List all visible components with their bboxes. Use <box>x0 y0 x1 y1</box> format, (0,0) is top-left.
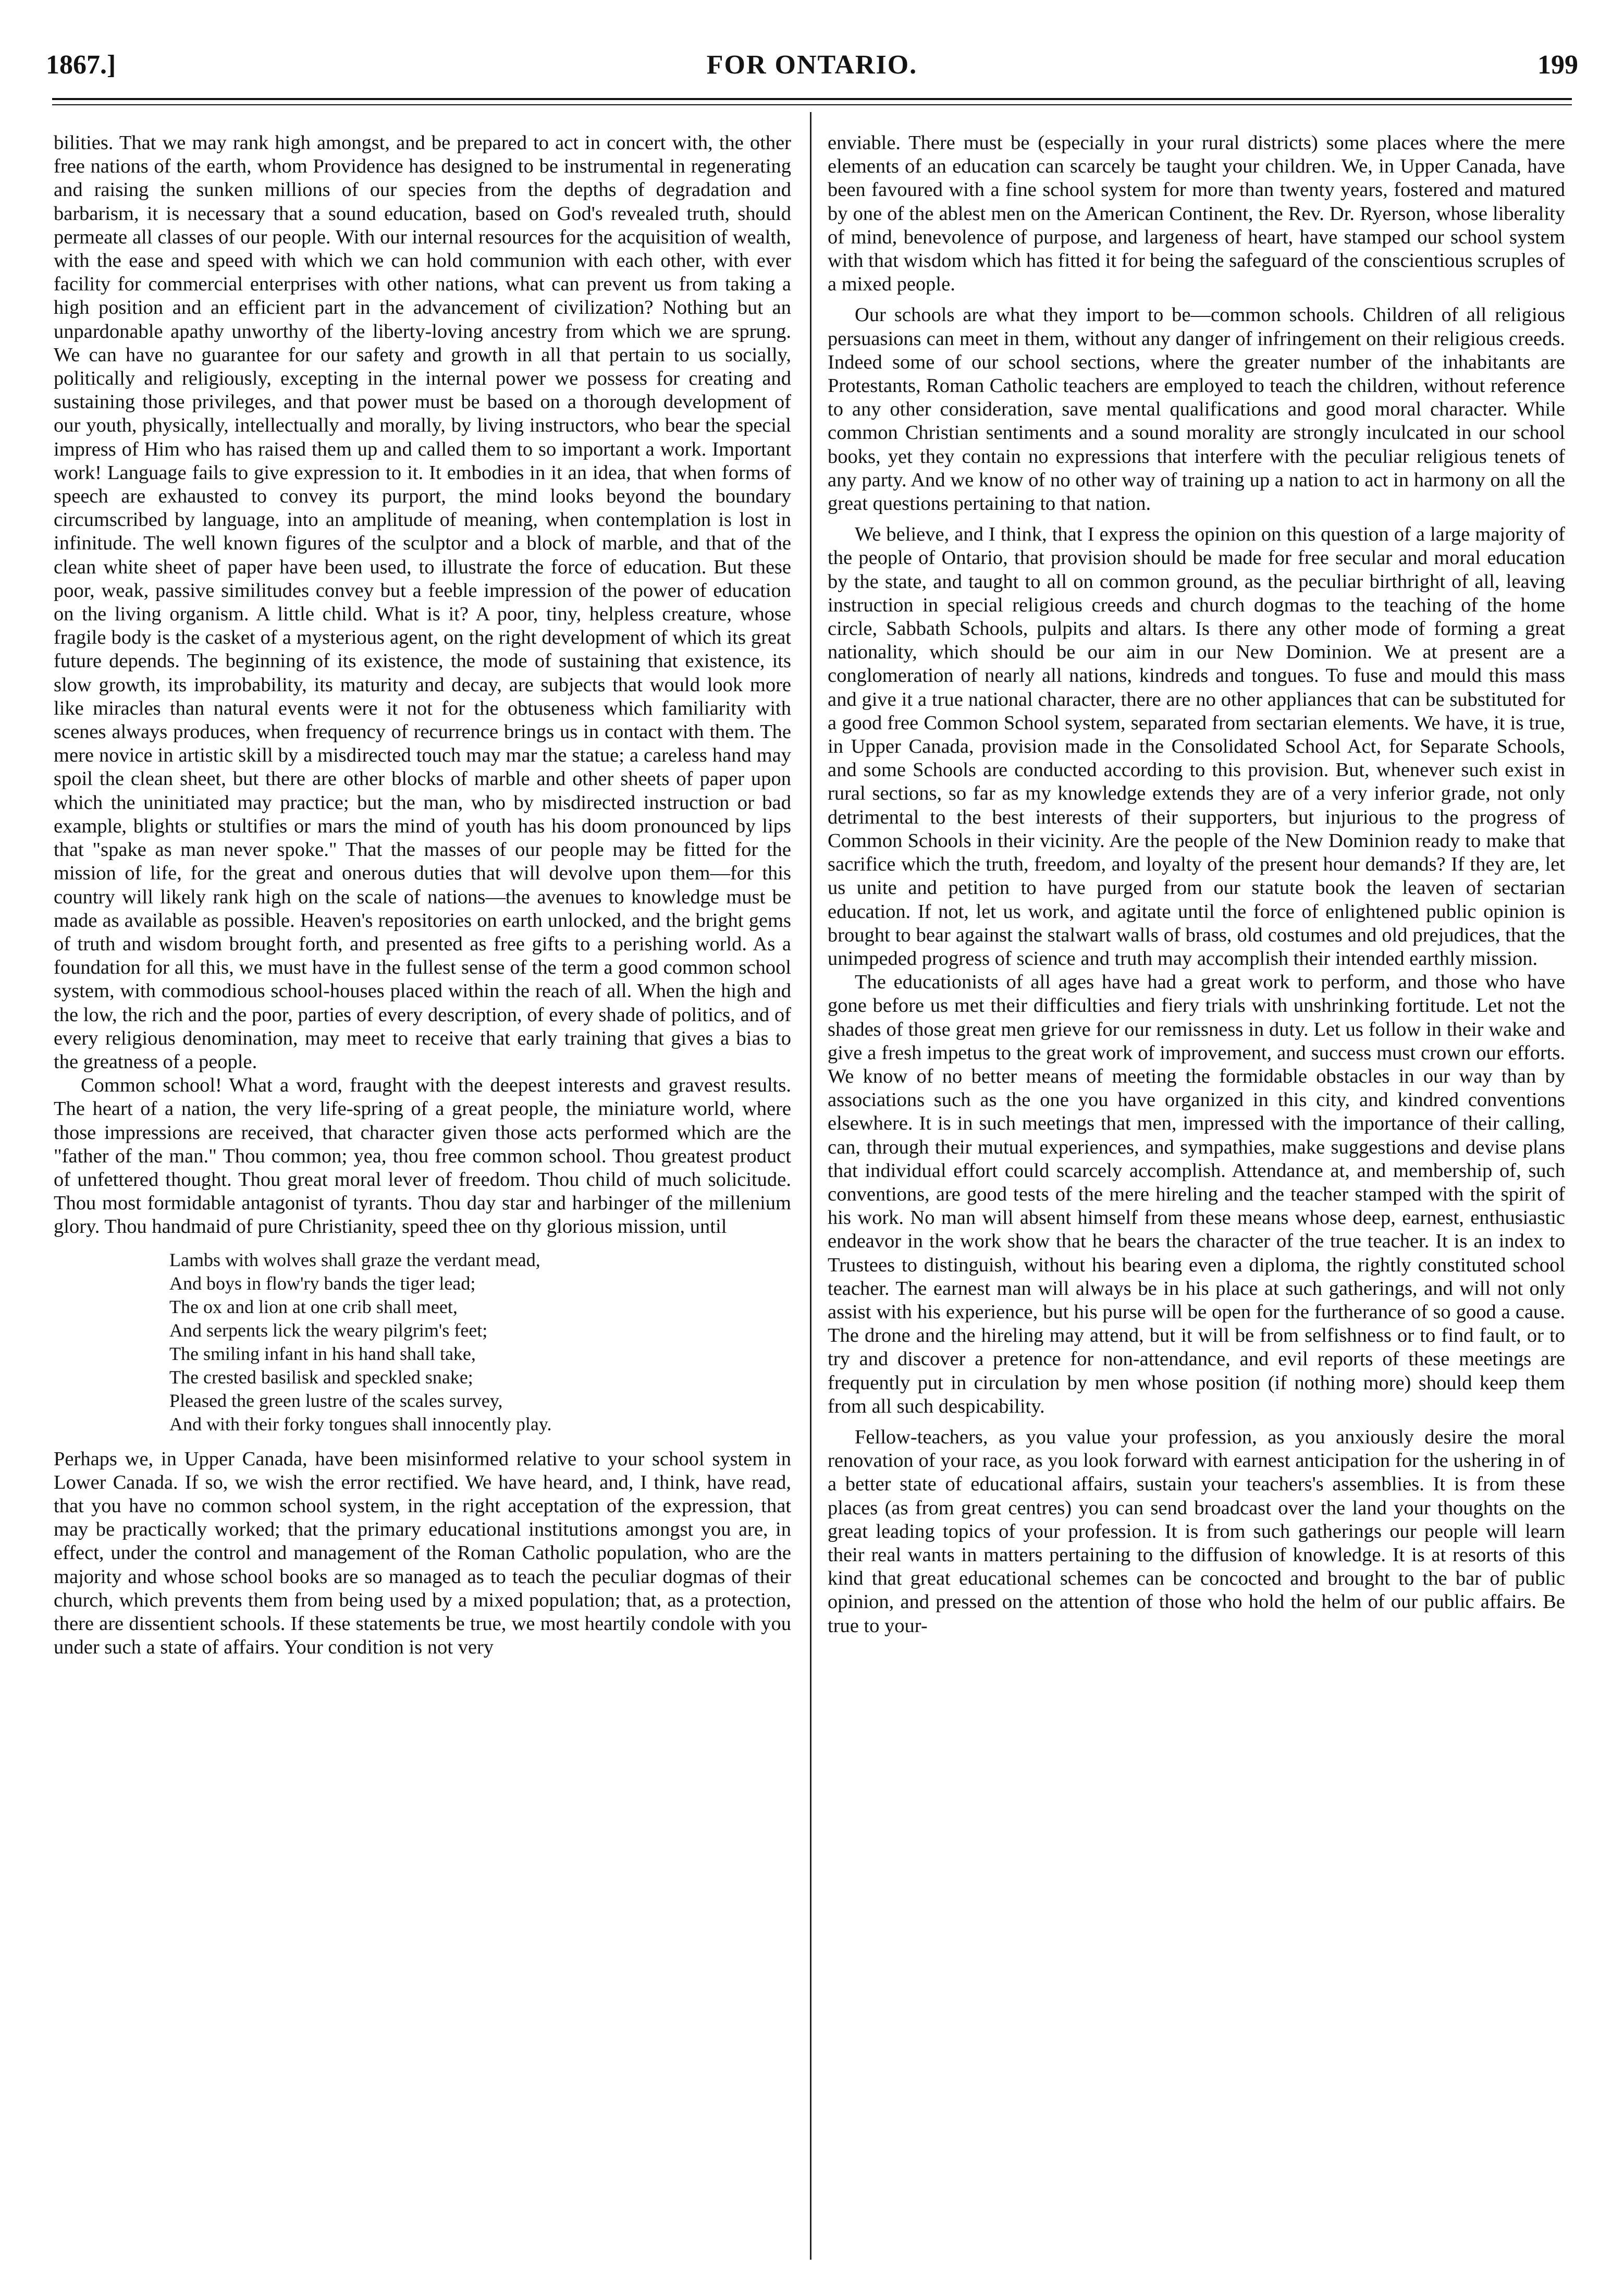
poem-line: Pleased the green lustre of the scales survey, <box>169 1390 503 1411</box>
right-paragraph-4: The educationists of all ages have had a great work to perform, and those who have gone before us met their difficulties and fiery trials with unshrinking fortitude. Let not the shades of those great men grieve for our remissness in duty. Let us follow in their wake and give a fresh impetus to the great work of improvement, and success must crown our efforts. We know of no better means of meeting the formidable obstacles in our way than by associations such as the one you have organized in this city, and kindred conventions elsewhere. It is in such meetings that men, impressed with the importance of their calling, can, through their mutual experiences, and sympathies, make suggestions and devise plans that individual effort could scarcely accomplish. Attendance at, and membership of, such conventions, are good tests of the mere hireling and the teacher stamped with the spirit of his work. No man will absent himself from these means whose deep, earnest, enthusiastic endeavor in the work show that he bears the character of the true teacher. It is an index to Trustees to distinguish, without his bearing even a diploma, the rightly constituted school teacher. The earnest man will always be in his place at such gatherings, and will not only assist with his experience, but his purse will be open for the furtherance of so good a cause. The drone and the hireling may attend, but it will be from selfishness or to find fault, or to try and discover a pretence for non-attendance, and evil reports of these meetings are frequently put in circulation by men whose position (if nothing more) should keep them from all such despicability. <box>828 971 1565 1417</box>
header-year: 1867.] <box>46 50 116 80</box>
right-column <box>828 131 1565 2258</box>
page-number: 199 <box>1537 50 1578 80</box>
poem-line: The smiling infant in his hand shall take, <box>169 1343 476 1364</box>
header-rule-thick <box>52 98 1572 100</box>
header-rule-thin <box>52 104 1572 105</box>
left-column <box>54 131 791 2258</box>
poem-line: And serpents lick the weary pilgrim's feet; <box>169 1319 488 1341</box>
left-paragraph-3: Perhaps we, in Upper Canada, have been misinformed relative to your school system in Lower Canada. If so, we wish the error rectified. We have heard, and, I think, have read, that you have no common school system, in the right acceptation of the expression, that may be practically worked; that the primary educational institutions amongst you are, in effect, under the control and management of the Roman Catholic population, who are the majority and whose school books are so managed as to teach the peculiar dogmas of their church, which prevents them from being used by a mixed population; that, as a protection, there are dissentient schools. If these statements be true, we most heartily condole with you under such a state of affairs. Your condition is not very <box>54 1448 791 1659</box>
right-paragraph-1: enviable. There must be (especially in your rural districts) some places where the mere elements of an education can scarcely be taught your children. We, in Upper Canada, have been favoured with a fine school system for more than twenty years, fostered and matured by one of the ablest men on the American Continent, the Rev. Dr. Ryerson, whose liberality of mind, benevolence of purpose, and largeness of heart, have stamped our school system with that wisdom which has fitted it for being the safeguard of the conscientious scruples of a mixed people. <box>828 132 1565 296</box>
poem-line: Lambs with wolves shall graze the verdant mead, <box>169 1249 540 1270</box>
poem-line: And boys in flow'ry bands the tiger lead; <box>169 1272 476 1294</box>
running-header <box>42 50 1582 86</box>
poem-line: And with their forky tongues shall innocently play. <box>169 1413 552 1435</box>
header-title: FOR ONTARIO. <box>706 50 918 80</box>
right-paragraph-5: Fellow-teachers, as you value your profession, as you anxiously desire the moral renovation of your race, as you look forward with earnest anticipation for the ushering in of a better state of educational affairs, sustain your teachers's assemblies. It is from these places (as from great centres) you can send broadcast over the land your thoughts on the great leading topics of your profession. It is from such gatherings our people will learn their real wants in matters pertaining to the diffusion of knowledge. It is at resorts of this kind that great educational schemes can be concocted and brought to the bar of public opinion, and pressed on the attention of those who hold the helm of our public affairs. Be true to your- <box>828 1426 1565 1637</box>
left-paragraph-2: Common school! What a word, fraught with the deepest interests and gravest results. The heart of a nation, the very life-spring of a great people, the miniature world, where those impressions are received, that character given those acts performed which are the "father of the man." Thou common; yea, thou free common school. Thou greatest product of unfettered thought. Thou great moral lever of freedom. Thou child of much solicitude. Thou most formidable antagonist of tyrants. Thou day star and harbinger of the millenium glory. Thou handmaid of pure Christianity, speed thee on thy glorious mission, until <box>54 1074 791 1238</box>
column-divider <box>810 112 811 2260</box>
left-paragraph-1: bilities. That we may rank high amongst, and be prepared to act in concert with, the other free nations of the earth, whom Providence has designed to be instrumental in regenerating and raising the sunken millions of our species from the depths of degradation and barbarism, it is necessary that a sound education, based on God's revealed truth, should permeate all classes of our people. With our internal resources for the acquisition of wealth, with the ease and speed with which we can hold communion with each other, with ever facility for commercial enterprises with other nations, what can prevent us from taking a high position and an efficient part in the advancement of civilization? Nothing but an unpardonable apathy unworthy of the liberty-loving ancestry from which we are sprung. We can have no guarantee for our safety and growth in all that pertain to us socially, politically and religiously, excepting in the internal power we possess for creating and sustaining those privileges, and that power must be based on a thorough development of our youth, physically, intellectually and morally, by living instructors, who bear the special impress of Him who has raised them up and called them to so important a work. Important work! Language fails to give expression to it. It embodies in it an idea, that when forms of speech are exhausted to convey its purport, the mind looks beyond the boundary circumscribed by language, into an amplitude of meaning, when contemplation is lost in infinitude. The well known figures of the sculptor and a block of marble, and that of the clean white sheet of paper have been used, to illustrate the force of education. But these poor, weak, passive similitudes convey but a feeble impression of the power of education on the living organism. A little child. What is it? A poor, tiny, helpless creature, whose fragile body is the casket of a mysterious agent, on the right development of which its great future depends. The beginning of its existence, the mode of sustaining that existence, its slow growth, its improbability, its maturity and decay, are subjects that would look more like miracles than natural events were it not for the obtuseness which familiarity with scenes always produces, when frequency of recurrence brings us in contact with them. The mere novice in artistic skill by a misdirected touch may mar the statue; a careless hand may spoil the clean sheet, but there are other blocks of marble and other sheets of paper upon which the uninitiated may practice; but the man, who by misdirected instruction or bad example, blights or stultifies or mars the mind of youth has his doom pronounced by lips that "spake as man never spoke." That the masses of our people may be fitted for the mission of life, for the great and onerous duties that will devolve upon them—for this country will likely rank high on the scale of nations—the avenues to knowledge must be made as available as possible. Heaven's repositories on earth unlocked, and the bright gems of truth and wisdom brought forth, and presented as free gifts to a perishing world. As a foundation for all this, we must have in the fullest sense of the term a good common school system, with commodious school-houses placed within the reach of all. When the high and the low, the rich and the poor, parties of every description, of every shade of politics, and of every religious denomination, may meet to receive that early training that gives a bias to the greatness of a people. <box>54 132 791 1073</box>
poem-quotation <box>169 1248 791 1436</box>
right-paragraph-3: We believe, and I think, that I express the opinion on this question of a large majority of the people of Ontario, that provision should be made for free secular and moral education by the state, and taught to all on common ground, as the peculiar birthright of all, leaving instruction in special religious creeds and church dogmas to the teaching of the home circle, Sabbath Schools, pulpits and altars. Is there any other mode of forming a great nationality, which should be our aim in our New Dominion. We at present are a conglomeration of nearly all nations, kindreds and tongues. To fuse and mould this mass and give it a true national character, there are no other appliances that can be substituted for a good free Common School system, separated from sectarian elements. We have, it is true, in Upper Canada, provision made in the Consolidated School Act, for Separate Schools, and some Schools are conducted according to this provision. But, whenever such exist in rural sections, so far as my knowledge extends they are of a very inferior grade, not only detrimental to the best interests of their supporters, but injurious to the progress of Common Schools in their vicinity. Are the people of the New Dominion ready to make that sacrifice which the truth, freedom, and loyalty of the present hour demands? If they are, let us unite and petition to have purged from our statute book the leaven of sectarian education. If not, let us work, and agitate until the force of enlightened public opinion is brought to bear against the stalwart walls of brass, old costumes and old prejudices, that the unimpeded progress of science and truth may accomplish their intended earthly mission. <box>828 523 1565 970</box>
poem-line: The ox and lion at one crib shall meet, <box>169 1296 458 1317</box>
poem-line: The crested basilisk and speckled snake; <box>169 1366 473 1388</box>
right-paragraph-2: Our schools are what they import to be—common schools. Children of all religious persuasions can meet in them, without any danger of infringement on their religious creeds. Indeed some of our school sections, where the greater number of the inhabitants are Protestants, Roman Catholic teachers are employed to teach the children, without reference to any other consideration, save mental qualifications and good moral character. While common Christian sentiments and a sound morality are strongly inculcated in our school books, yet they contain no expressions that interfere with the peculiar religious tenets of any party. And we know of no other way of training up a nation to act in harmony on all the great questions pertaining to that nation. <box>828 304 1565 515</box>
